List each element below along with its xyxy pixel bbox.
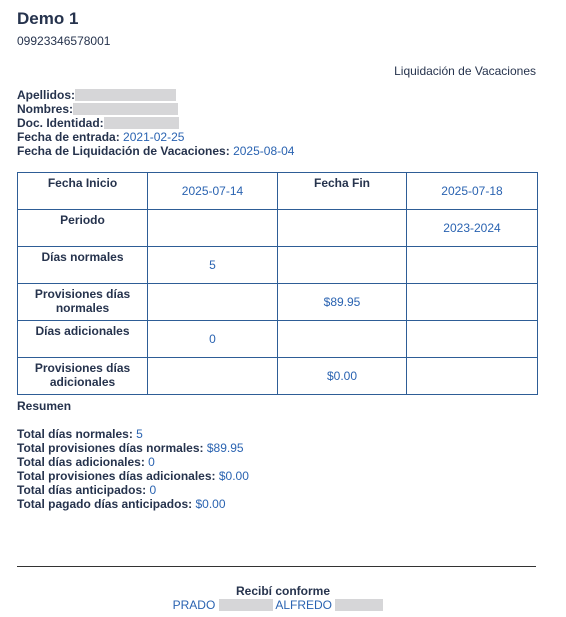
empty-cell: [278, 321, 407, 358]
summary-value: 5: [136, 427, 143, 441]
empty-cell: [407, 284, 538, 321]
table-row: [18, 358, 538, 395]
apellidos-row: [17, 88, 294, 102]
empty-cell: [407, 321, 538, 358]
summary-row: Total provisiones días normales: $89.95: [17, 441, 244, 455]
vacation-table: [17, 172, 538, 395]
nombres-label: Nombres:: [17, 102, 74, 116]
summary-section: [17, 399, 249, 511]
table-row: [18, 173, 538, 210]
summary-row: Total días adicionales: 0: [17, 455, 155, 469]
periodo-value: 2023-2024: [407, 210, 538, 247]
empty-cell: [407, 358, 538, 395]
provisiones-adicionales-label: [18, 358, 148, 395]
table-row: [18, 210, 538, 247]
dias-normales-value: 5: [148, 247, 278, 284]
periodo-label: Periodo: [18, 210, 148, 247]
summary-row: Total días normales: 5: [17, 427, 143, 441]
provisiones-adicionales-label-line1: Provisiones días: [34, 361, 131, 375]
summary-value: $0.00: [218, 469, 249, 483]
company-id: 09923346578001: [17, 34, 111, 48]
redacted-given-name: [335, 599, 383, 611]
provisiones-normales-label-line2: normales: [55, 301, 110, 315]
document-title: Liquidación de Vacaciones: [394, 64, 536, 78]
summary-value: 0: [149, 483, 157, 497]
summary-row: Total provisiones días adicionales: $0.00: [17, 469, 249, 483]
redacted-nombres: [73, 103, 178, 115]
signature-line: [17, 566, 536, 567]
empty-cell: [148, 284, 278, 321]
provisiones-normales-label: [18, 284, 148, 321]
signature-given-name: ALFREDO: [275, 598, 333, 612]
summary-label: Total días adicionales: [17, 455, 141, 469]
employee-info: [17, 88, 294, 158]
summary-value: $89.95: [206, 441, 244, 455]
table-row: [18, 321, 538, 358]
summary-label: Total provisiones días normales: [17, 441, 200, 455]
redacted-doc-identidad: [104, 117, 179, 129]
summary-label: Total pagado días anticipados: [17, 497, 189, 511]
fecha-liquidacion-label: Fecha de Liquidación de Vacaciones:: [17, 144, 230, 158]
empty-cell: [148, 358, 278, 395]
empty-cell: [278, 210, 407, 247]
fecha-inicio-value: 2025-07-14: [148, 173, 278, 210]
provisiones-adicionales-label-line2: adicionales: [49, 375, 116, 389]
redacted-apellidos: [75, 89, 176, 101]
fecha-entrada-row: [17, 130, 294, 144]
fecha-fin-label: Fecha Fin: [278, 173, 407, 210]
empty-cell: [407, 247, 538, 284]
summary-value: 0: [148, 455, 155, 469]
provisiones-normales-value: $89.95: [278, 284, 407, 321]
doc-identidad-row: [17, 116, 294, 130]
summary-row: Total pagado días anticipados: $0.00: [17, 497, 226, 511]
dias-normales-label: Días normales: [18, 247, 148, 284]
summary-title: Resumen: [17, 399, 72, 413]
fecha-entrada-value: 2021-02-25: [123, 130, 185, 144]
fecha-fin-value: 2025-07-18: [407, 173, 538, 210]
summary-value: $0.00: [195, 497, 226, 511]
summary-label: Total provisiones días adicionales: [17, 469, 212, 483]
provisiones-adicionales-value: $0.00: [278, 358, 407, 395]
empty-cell: [278, 247, 407, 284]
company-name: Demo 1: [17, 9, 79, 28]
signature-name: [0, 598, 556, 612]
signature-label: Recibí conforme: [235, 584, 331, 598]
apellidos-label: Apellidos:: [17, 88, 76, 102]
dias-adicionales-value: 0: [148, 321, 278, 358]
summary-label: Total días anticipados: [17, 483, 143, 497]
dias-adicionales-label: Días adicionales: [18, 321, 148, 358]
empty-cell: [148, 210, 278, 247]
table-row: [18, 247, 538, 284]
fecha-liquidacion-row: [17, 144, 294, 158]
table-row: [18, 284, 538, 321]
nombres-row: [17, 102, 294, 116]
redacted-surname: [219, 599, 273, 611]
doc-identidad-label: Doc. Identidad:: [17, 116, 104, 130]
provisiones-normales-label-line1: Provisiones días: [34, 287, 131, 301]
fecha-inicio-label: Fecha Inicio: [18, 173, 148, 210]
summary-row: Total días anticipados: 0: [17, 483, 157, 497]
fecha-entrada-label: Fecha de entrada:: [17, 130, 120, 144]
signature-surname: PRADO: [172, 598, 216, 612]
summary-label: Total días normales: [17, 427, 129, 441]
fecha-liquidacion-value: 2025-08-04: [233, 144, 295, 158]
